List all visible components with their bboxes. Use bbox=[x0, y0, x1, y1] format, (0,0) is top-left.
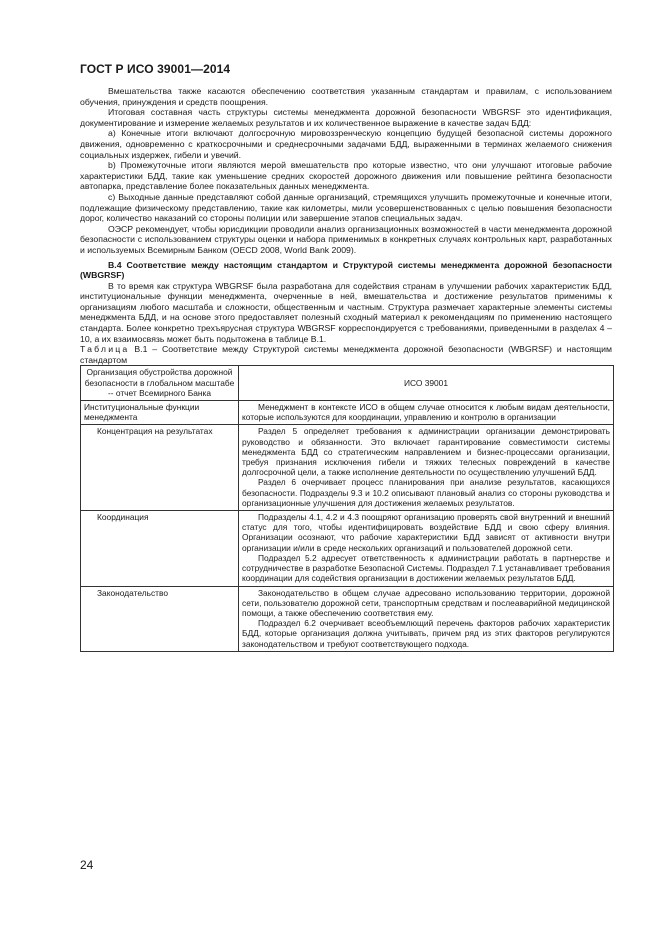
page-number: 24 bbox=[80, 858, 94, 872]
section-heading: В.4 Соответствие между настоящим стандартом и Структурой системы менеджмента дорожной безопасности (WBGRSF) bbox=[80, 259, 612, 281]
list-item: а) Конечные итоги включают долгосрочную мировоззренческую концепцию будущей безопасной системы дорожного движения, одновременно с краткосрочными и среднесрочными задачами БДД, выраженными в терминах желаемого снижения социальных издержек, гибели и увечий. bbox=[80, 128, 612, 160]
table-caption-text: В.1 – Соответствие между Структурой системы менеджмента дорожной безопасности (WBGRSF) и настоящим стандартом bbox=[80, 344, 612, 365]
body-text bbox=[80, 86, 612, 652]
table-header-cell: ИСО 39001 bbox=[239, 366, 614, 401]
table-cell-label: Координация bbox=[81, 511, 239, 586]
table-cell-label: Законодательство bbox=[81, 586, 239, 651]
table-cell-text bbox=[239, 425, 614, 511]
table-cell-label: Институциональные функции менеджмента bbox=[81, 401, 239, 425]
cell-paragraph: Менеджмент в контексте ИСО в общем случае относится к любым видам деятельности, которые используются для координации, управлению и контролю в организации bbox=[242, 402, 610, 423]
table-row bbox=[81, 425, 614, 511]
list-item: с) Выходные данные представляют собой данные организаций, стремящихся улучшить промежуточные и конечные итоги, подлежащие физическому представлению, такие как километры, мили усовершенствованных с целью повышения безопасности дорог, количество наказаний со стороны полиции или завершение этапов специальных задач. bbox=[80, 191, 612, 224]
table-header-row bbox=[81, 366, 614, 401]
paragraph: Вмешательства также касаются обеспечению соответствия указанным стандартам и правилам, с использованием обучения, принуждения и средств поощрения. bbox=[80, 86, 612, 107]
cell-paragraph: Раздел 5 определяет требования к администрации организации демонстрировать руководство и обязанности. Это включает гарантирование совместимости системы менеджмента БДД со стратегическим направлением и бизнес-процессами организации, требуя признания исключения гибели и тяжких телесных повреждений в качестве долгосрочной цели, а также исполнение деятельности по осуществлению улучшений БДД. bbox=[242, 426, 610, 478]
document-header: ГОСТ Р ИСО 39001—2014 bbox=[80, 62, 231, 76]
table-row bbox=[81, 586, 614, 651]
table-cell-text bbox=[239, 511, 614, 586]
list-item: b) Промежуточные итоги являются мерой вмешательств про которые известно, что они улучшают итоговые рабочие характеристики БДД, такие как уменьшение средних скоростей дорожного движения или повышение рейтинга безопасности автопарка, представление более показательных данных менеджмента. bbox=[80, 160, 612, 192]
cell-paragraph: Подраздел 6.2 очерчивает всеобъемлющий перечень факторов рабочих характеристик БДД, которые организация должна учитывать, причем ряд из этих факторов регулируются законодательством и требуют соответствующего подхода. bbox=[242, 618, 610, 649]
correspondence-table bbox=[80, 365, 614, 651]
table-row bbox=[81, 401, 614, 425]
cell-paragraph: Подраздел 5.2 адресует ответственность к администрации работать в партнерстве и сотрудничестве в разработке Безопасной Системы. Подраздел 7.1 устанавливает требования координации для содействия организации в достижении желаемых результатов БДД. bbox=[242, 552, 610, 584]
table-caption bbox=[80, 344, 612, 365]
table-cell-text bbox=[239, 586, 614, 651]
table-caption-label: Таблица bbox=[80, 344, 130, 355]
table-row bbox=[81, 511, 614, 586]
table-cell-text bbox=[239, 401, 614, 425]
cell-paragraph: Законодательство в общем случае адресовано использованию территории, дорожной сети, пользователю дорожной сети, транспортным средствам и послеаварийной медицинской помощи, а также обеспечению соответствия ему. bbox=[242, 587, 610, 618]
cell-paragraph: Раздел 6 очерчивает процесс планирования при анализе результатов, касающихся безопасности. Подразделы 9.3 и 10.2 описывают плановый анализ со стороны руководства и организационные улучшения для достижения желаемых результатов. bbox=[242, 477, 610, 508]
paragraph: Итоговая составная часть структуры системы менеджмента дорожной безопасности WBGRSF это идентификация, документирование и измерение желаемых результатов и их количественное выражение в качестве задач БДД: bbox=[80, 107, 612, 128]
paragraph: В то время как структура WBGRSF была разработана для содействия странам в улучшении рабочих характеристик БДД, институциональные функции менеджмента, очерченные в ней, вмешательства и достижение результатов применимы к организациям любого масштаба и сложности, общественным и частным. Структура размечает характерные элементы системы менеджмента БДД, и на основе этого предоставляет полезный сходный материал к рекомендациям по применению настоящего стандарта. Более конкретно трехъярусная структура WBGRSF корреспондируется с требованиями, приведенными в разделах 4 – 10, а их взаимосвязь может быть подытожена в таблице В.1. bbox=[80, 280, 612, 344]
table-cell-label: Концентрация на результатах bbox=[81, 425, 239, 511]
cell-paragraph: Подразделы 4.1, 4.2 и 4.3 поощряют организацию проверять свой внутренний и внешний статус для того, чтобы идентифицировать воздействие БДД и свою сферу влияния. Организации осознают, что рабочие характеристики БДД зависят от активности внутри организации и/или в среде нескольких организаций и пользователей дорожной сети. bbox=[242, 512, 610, 553]
table-header-cell: Организация обустройства дорожной безопасности в глобальном масштабе -- отчет Всемирного Банка bbox=[81, 366, 239, 401]
paragraph: ОЭСР рекомендует, чтобы юрисдикции проводили анализ организационных возможностей в части менеджмента дорожной безопасности с использованием структуры оценки и набора применимых в конкретных случаях контрольных карт, разработанных и используемых Всемирным Банком (OECD 2008, World Bank 2009). bbox=[80, 223, 612, 255]
